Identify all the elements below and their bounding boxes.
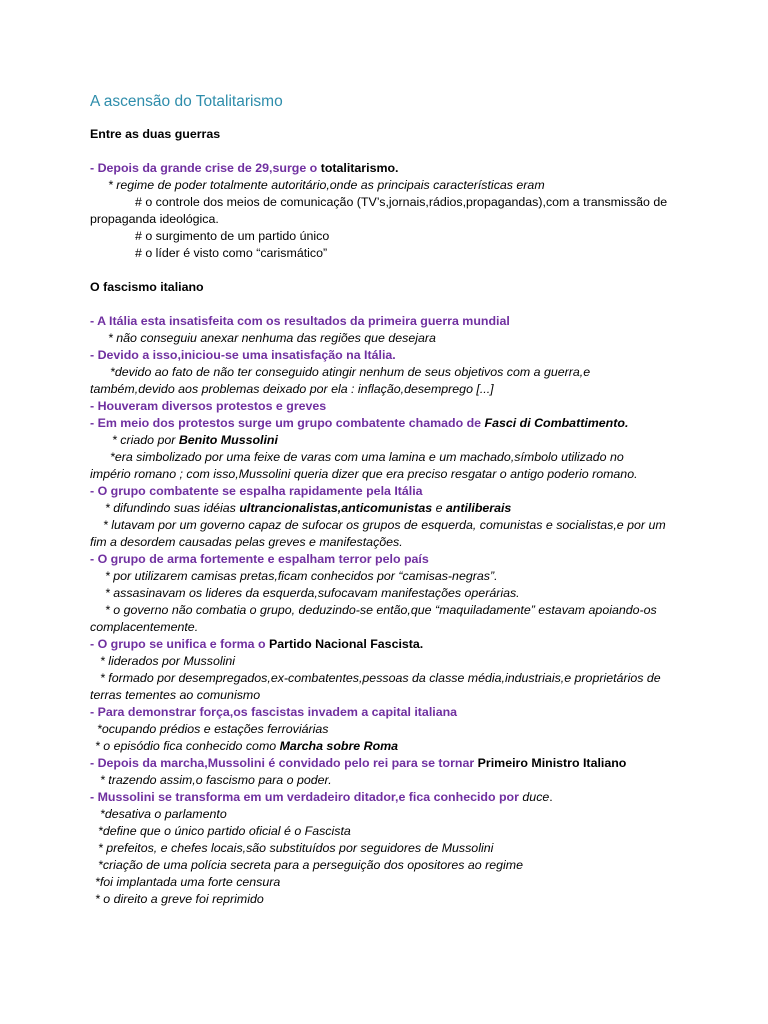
bullet-line: - A Itália esta insatisfeita com os resultados da primeira guerra mundial xyxy=(90,314,510,328)
bold-term: Benito Mussolini xyxy=(178,433,278,447)
bullet-lead: - Em meio dos protestos surge um grupo combatente chamado de xyxy=(90,416,485,430)
bullet-lead: - Depois da grande crise de 29,surge o xyxy=(90,161,321,175)
sub-point: * não conseguiu anexar nenhuma das regiões que desejara xyxy=(108,331,436,345)
sub-point: * lutavam por um governo capaz de sufocar os grupos de esquerda, comunistas e socialistas,e por um xyxy=(103,518,666,532)
bullet-line: - Houveram diversos protestos e greves xyxy=(90,399,327,413)
bullet-line: - O grupo de arma fortemente e espalham terror pelo país xyxy=(90,552,429,566)
section-heading-entre-guerras: Entre as duas guerras xyxy=(90,127,221,141)
sub-point-lead: * difundindo suas idéias xyxy=(105,501,240,515)
bullet-line xyxy=(90,636,690,653)
sub-point: * trazendo assim,o fascismo para o poder. xyxy=(100,773,332,787)
sub-point: * formado por desempregados,ex-combatentes,pessoas da classe média,industriais,e proprietários de xyxy=(100,671,661,685)
text-line: terras tementes ao comunismo xyxy=(90,688,261,702)
bullet-lead: - O grupo se unifica e forma o xyxy=(90,637,269,651)
sub-point: * o direito a greve foi reprimido xyxy=(95,892,264,906)
hash-point: # o controle dos meios de comunicação (TV’s,jornais,rádios,propagandas),com a transmissão de xyxy=(135,195,668,209)
sub-point: *ocupando prédios e estações ferroviárias xyxy=(97,722,329,736)
text-line: fim a desordem causadas pelas greves e manifestações. xyxy=(90,535,403,549)
italic-term: duce xyxy=(522,790,550,804)
sub-point: * prefeitos, e chefes locais,são substituídos por seguidores de Mussolini xyxy=(98,841,494,855)
bullet-lead: - Mussolini se transforma em um verdadeiro ditador,e fica conhecido por xyxy=(90,790,523,804)
sub-point: *foi implantada uma forte censura xyxy=(95,875,281,889)
hash-point: # o líder é visto como “carismático” xyxy=(135,246,328,260)
sub-point xyxy=(95,738,695,755)
hash-point: # o surgimento de um partido único xyxy=(135,229,330,243)
connector: e xyxy=(432,501,446,515)
bold-term: Marcha sobre Roma xyxy=(279,739,399,753)
bold-term: totalitarismo. xyxy=(320,161,399,175)
text-line: também,devido aos problemas deixado por ela : inflação,desemprego [...] xyxy=(90,382,494,396)
sub-point: * regime de poder totalmente autoritário,onde as principais características eram xyxy=(108,178,545,192)
bullet-line xyxy=(90,755,690,772)
sub-point: *devido ao fato de não ter conseguido atingir nenhum de seus objetivos com a guerra,e xyxy=(110,365,591,379)
text-line: império romano ; com isso,Mussolini queria dizer que era preciso resgatar o antigo poderio romano. xyxy=(90,467,638,481)
sub-point: * por utilizarem camisas pretas,ficam conhecidos por “camisas-negras”. xyxy=(105,569,498,583)
sub-point: * liderados por Mussolini xyxy=(100,654,235,668)
bullet-line xyxy=(90,160,690,177)
bullet-line xyxy=(90,415,690,432)
sub-point: *define que o único partido oficial é o Fascista xyxy=(98,824,351,838)
section-heading-fascismo: O fascismo italiano xyxy=(90,280,204,294)
sub-point: * assasinavam os lideres da esquerda,sufocavam manifestações operárias. xyxy=(105,586,520,600)
bold-term: ultrancionalistas,anticomunistas xyxy=(239,501,433,515)
bullet-line xyxy=(90,789,690,806)
sub-point: * o governo não combatia o grupo, deduzindo-se então,que “maquiladamente” estavam apoiando-os xyxy=(105,603,657,617)
sub-point-lead: * criado por xyxy=(112,433,179,447)
bullet-line: - Devido a isso,iniciou-se uma insatisfação na Itália. xyxy=(90,348,396,362)
bold-term: Primeiro Ministro Italiano xyxy=(477,756,627,770)
sub-point xyxy=(112,432,712,449)
sub-point: *criação de uma polícia secreta para a perseguição dos opositores ao regime xyxy=(98,858,523,872)
bold-italic-term: Fasci di Combattimento. xyxy=(484,416,629,430)
sub-point-lead: * o episódio fica conhecido como xyxy=(95,739,280,753)
text-line: complacentemente. xyxy=(90,620,199,634)
sub-point xyxy=(105,500,705,517)
bullet-lead: - Depois da marcha,Mussolini é convidado pelo rei para se tornar xyxy=(90,756,478,770)
bold-term: antiliberais xyxy=(445,501,512,515)
bullet-line: - Para demonstrar força,os fascistas invadem a capital italiana xyxy=(90,705,458,719)
page-title: A ascensão do Totalitarismo xyxy=(90,93,283,110)
text-line: propaganda ideológica. xyxy=(90,212,219,226)
sub-point: *desativa o parlamento xyxy=(100,807,227,821)
bullet-line: - O grupo combatente se espalha rapidamente pela Itália xyxy=(90,484,423,498)
sub-point: *era simbolizado por uma feixe de varas com uma lamina e um machado,símbolo utilizado no xyxy=(110,450,624,464)
bold-term: Partido Nacional Fascista. xyxy=(269,637,424,651)
punctuation: . xyxy=(549,790,553,804)
